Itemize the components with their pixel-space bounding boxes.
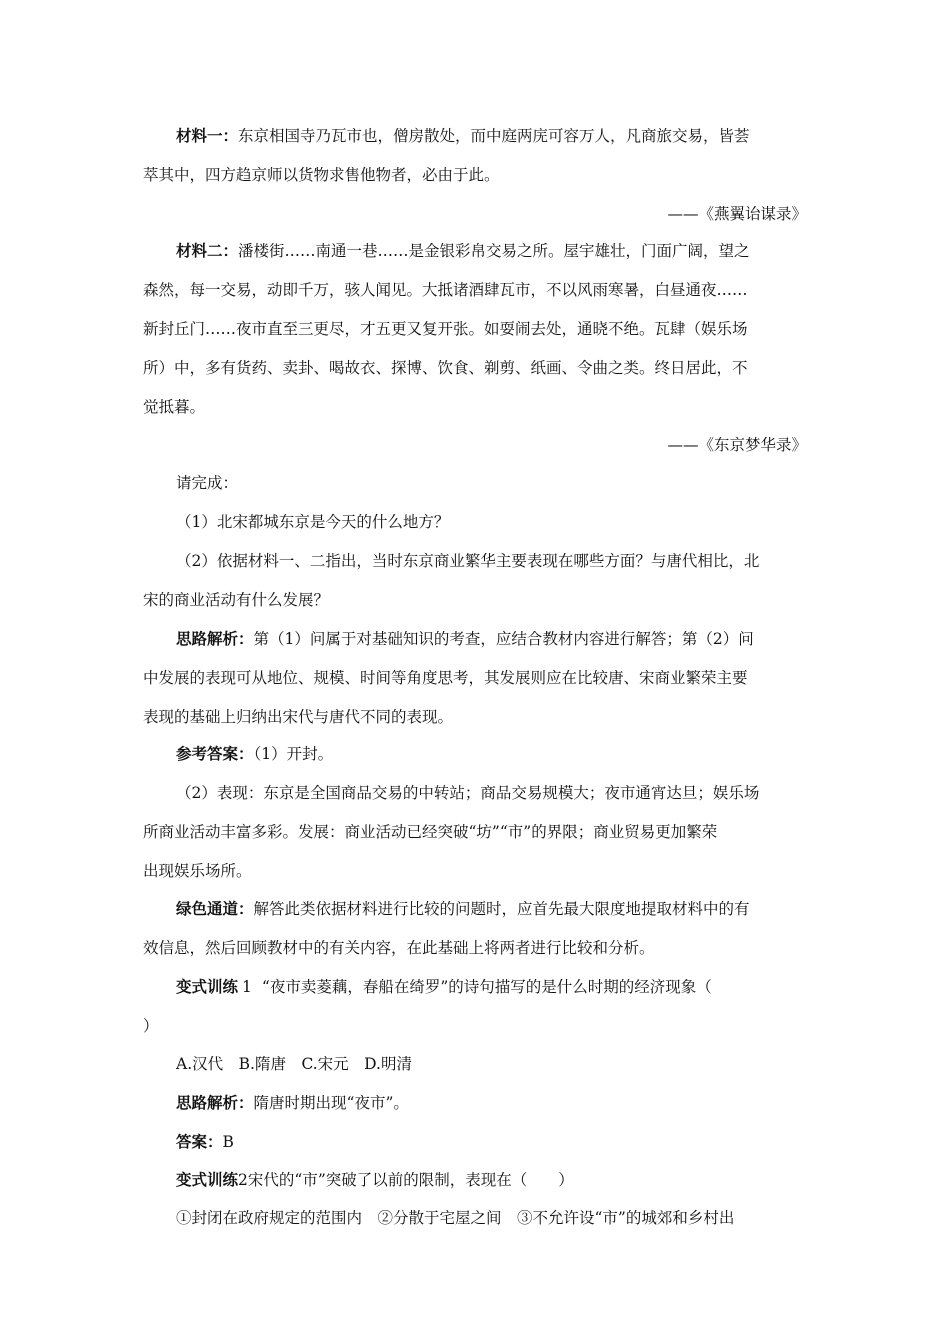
exercise1-answer-line bbox=[176, 1131, 807, 1153]
material2-line1 bbox=[176, 240, 807, 262]
material1-text-line2: 萃其中，四方趋京师以货物求售他物者，必由于此。 bbox=[143, 166, 500, 184]
prompt-text: 请完成： bbox=[176, 474, 239, 492]
exercise2-question-line bbox=[176, 1169, 807, 1191]
exercise1-analysis-text: 隋唐时期出现“夜市”。 bbox=[253, 1094, 409, 1112]
material1-label: 材料一： bbox=[176, 126, 239, 145]
material1-source: ——《燕翼诒谋录》 bbox=[667, 205, 807, 223]
exercise1-analysis-line bbox=[176, 1092, 807, 1114]
analysis-text-line3: 表现的基础上归纳出宋代与唐代不同的表现。 bbox=[143, 708, 454, 726]
analysis-line1 bbox=[176, 628, 807, 650]
exercise2-number: 2 bbox=[238, 1171, 248, 1189]
exercise2-question: 宋代的“市”突破了以前的限制，表现在（ ） bbox=[247, 1171, 574, 1189]
green-channel-text-line2: 效信息，然后回顾教材中的有关内容，在此基础上将两者进行比较和分析。 bbox=[143, 939, 655, 957]
green-channel-line1 bbox=[176, 898, 807, 920]
question1-text: （1）北宋都城东京是今天的什么地方？ bbox=[176, 513, 450, 531]
material2-label: 材料二： bbox=[176, 241, 239, 260]
exercise2-label: 变式训练 bbox=[176, 1170, 239, 1189]
exercise1-options: A.汉代 B.隋唐 C.宋元 D.明清 bbox=[176, 1055, 412, 1073]
exercise1-question-end: ） bbox=[143, 1017, 159, 1035]
reference-answer-label: 参考答案： bbox=[176, 744, 254, 763]
reference-answer-part1: （1）开封。 bbox=[253, 745, 334, 763]
exercise1-analysis-label: 思路解析： bbox=[176, 1093, 254, 1112]
exercise1-answer-text: B bbox=[222, 1133, 234, 1151]
exercise1-label: 变式训练 bbox=[176, 977, 239, 996]
material2-text-line2: 森然，每一交易，动即千万，骇人闻见。大抵诸酒肆瓦市，不以风雨寒暑，白昼通夜…… bbox=[143, 281, 748, 299]
material1-line1 bbox=[176, 125, 807, 147]
material2-text-line5: 觉抵暮。 bbox=[143, 398, 206, 416]
question2-line1: （2）依据材料一、二指出，当时东京商业繁华主要表现在哪些方面？与唐代相比，北 bbox=[176, 552, 760, 570]
material2-source: ——《东京梦华录》 bbox=[667, 436, 807, 454]
reference-answer-part2-line2: 所商业活动丰富多彩。发展：商业活动已经突破“坊”“市”的界限；商业贸易更加繁荣 bbox=[143, 823, 718, 841]
reference-answer-part2-line1: （2）表现：东京是全国商品交易的中转站；商品交易规模大；夜市通宵达旦；娱乐场 bbox=[176, 784, 760, 802]
analysis-text-line2: 中发展的表现可从地位、规模、时间等角度思考，其发展则应在比较唐、宋商业繁荣主要 bbox=[143, 669, 748, 687]
reference-answer-part2-line3: 出现娱乐场所。 bbox=[143, 862, 252, 880]
exercise1-question-line bbox=[176, 976, 807, 998]
question2-line2: 宋的商业活动有什么发展？ bbox=[143, 591, 330, 609]
material2-text-line4: 所）中，多有货药、卖卦、喝故衣、探博、饮食、剃剪、纸画、令曲之类。终日居此，不 bbox=[143, 359, 748, 377]
material2-text-line1: 潘楼街……南通一巷……是金银彩帛交易之所。屋宇雄壮，门面广阔，望之 bbox=[238, 242, 750, 260]
material1-text-line1: 东京相国寺乃瓦市也，僧房散处，而中庭两庑可容万人，凡商旅交易，皆荟 bbox=[238, 127, 750, 145]
analysis-text-line1: 第（1）问属于对基础知识的考查，应结合教材内容进行解答；第（2）问 bbox=[253, 630, 754, 648]
material2-text-line3: 新封丘门……夜市直至三更尽，才五更又复开张。如耍闹去处，通晓不绝。瓦肆（娱乐场 bbox=[143, 320, 748, 338]
exercise2-options-line: ①封闭在政府规定的范围内 ②分散于宅屋之间 ③不允许设“市”的城郊和乡村出 bbox=[176, 1209, 735, 1227]
green-channel-label: 绿色通道： bbox=[176, 899, 254, 918]
exercise1-number: 1 bbox=[242, 978, 252, 996]
reference-answer-line1 bbox=[176, 743, 807, 765]
analysis-label: 思路解析： bbox=[176, 629, 254, 648]
green-channel-text-line1: 解答此类依据材料进行比较的问题时，应首先最大限度地提取材料中的有 bbox=[253, 900, 750, 918]
exercise1-question: “夜市卖菱藕，春船在绮罗”的诗句描写的是什么时期的经济现象（ bbox=[261, 978, 712, 996]
exercise1-answer-label: 答案： bbox=[176, 1132, 223, 1151]
